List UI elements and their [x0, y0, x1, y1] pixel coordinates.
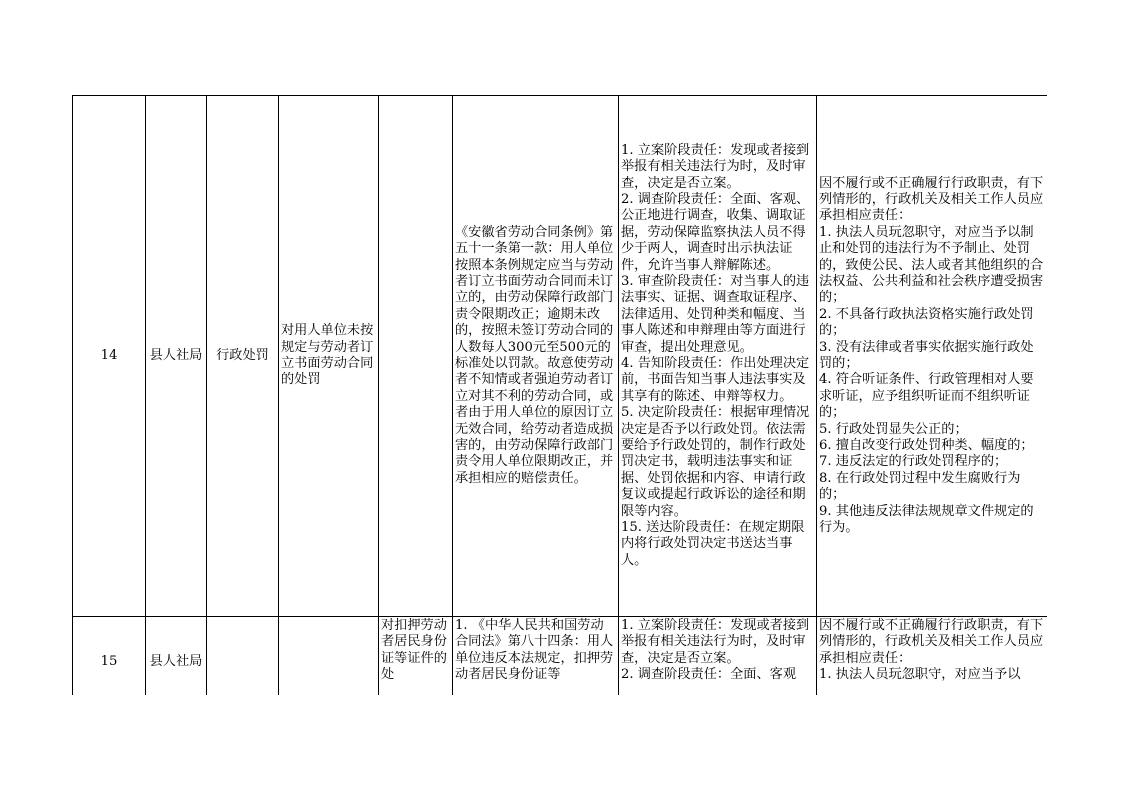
- category-cell: 行政处罚: [207, 96, 279, 617]
- table-row: [73, 617, 1048, 696]
- legal-basis-cell: 《安徽省劳动合同条例》第五十一条第一款：用人单位按照本条例规定应当与劳动者订立书面劳动合同而未订立的，由劳动保障行政部门责令限期改正；逾期未改的，按照未签订劳动合同的人数每人300元至500元的标准处以罚款。故意使劳动者不知情或者强迫劳动者订立对其不利的劳动合同，或者由于用人单位的原因订立无效合同，给劳动者造成损害的，由劳动保障行政部门责令用人单位限期改正，并承担相应的赔偿责任。: [453, 96, 619, 617]
- duty-cell: 1. 立案阶段责任：发现或者接到举报有相关违法行为时，及时审查，决定是否立案。 2. 调查阶段责任：全面、客观: [619, 617, 817, 696]
- legal-basis-cell: 1. 《中华人民共和国劳动合同法》第八十四条：用人单位违反本法规定，扣押劳动者居民身份证等: [453, 617, 619, 696]
- accountability-cell: 因不履行或不正确履行行政职责，有下列情形的，行政机关及相关工作人员应承担相应责任： 1. 执法人员玩忽职守，对应当予以制止和处罚的违法行为不予制止、处罚的，致使公民、法人或者其他组织的合法权益、公共利益和社会秩序遭受损害的； 2. 不具备行政执法资格实施行政处罚的； 3. 没有法律或者事实依据实施行政处罚的； 4. 符合听证条件、行政管理相对人要求听证，应予组织听证而不组织听证的； 5. 行政处罚显失公正的； 6. 擅自改变行政处罚种类、幅度的； 7. 违反法定的行政处罚程序的； 8. 在行政处罚过程中发生腐败行为的； 9. 其他违反法律法规规章文件规定的行为。: [817, 96, 1048, 617]
- department-cell: 县人社局: [146, 617, 207, 696]
- document-page: [72, 95, 1047, 695]
- accountability-cell: 因不履行或不正确履行行政职责，有下列情形的，行政机关及相关工作人员应承担相应责任： 1. 执法人员玩忽职守，对应当予以: [817, 617, 1048, 696]
- row-number: 14: [73, 96, 146, 617]
- row-number: 15: [73, 617, 146, 696]
- duty-cell: 1. 立案阶段责任：发现或者接到举报有相关违法行为时，及时审查，决定是否立案。 2. 调查阶段责任：全面、客观、公正地进行调查，收集、调取证据，劳动保障监察执法人员不得少于两人，调查时出示执法证件，允许当事人辩解陈述。 3. 审查阶段责任：对当事人的违法事实、证据、调查取证程序、法律适用、处罚种类和幅度、当事人陈述和申辩理由等方面进行审查，提出处理意见。 4. 告知阶段责任：作出处理决定前，书面告知当事人违法事实及其享有的陈述、申辩等权力。 5. 决定阶段责任：根据审理情况决定是否予以行政处罚。依法需要给予行政处罚的，制作行政处罚决定书，载明违法事实和证据、处罚依据和内容、申请行政复议或提起行政诉讼的途径和期限等内容。 15. 送达阶段责任：在规定期限内将行政处罚决定书送达当事人。: [619, 96, 817, 617]
- subitem-cell: 对扣押劳动者居民身份证等证件的处: [379, 617, 453, 696]
- department-cell: 县人社局: [146, 96, 207, 617]
- item-name-cell: [279, 617, 379, 696]
- subitem-cell: [379, 96, 453, 617]
- table-row: [73, 96, 1048, 617]
- item-name-cell: 对用人单位未按规定与劳动者订立书面劳动合同的处罚: [279, 96, 379, 617]
- category-cell: [207, 617, 279, 696]
- power-list-table: [72, 95, 1047, 695]
